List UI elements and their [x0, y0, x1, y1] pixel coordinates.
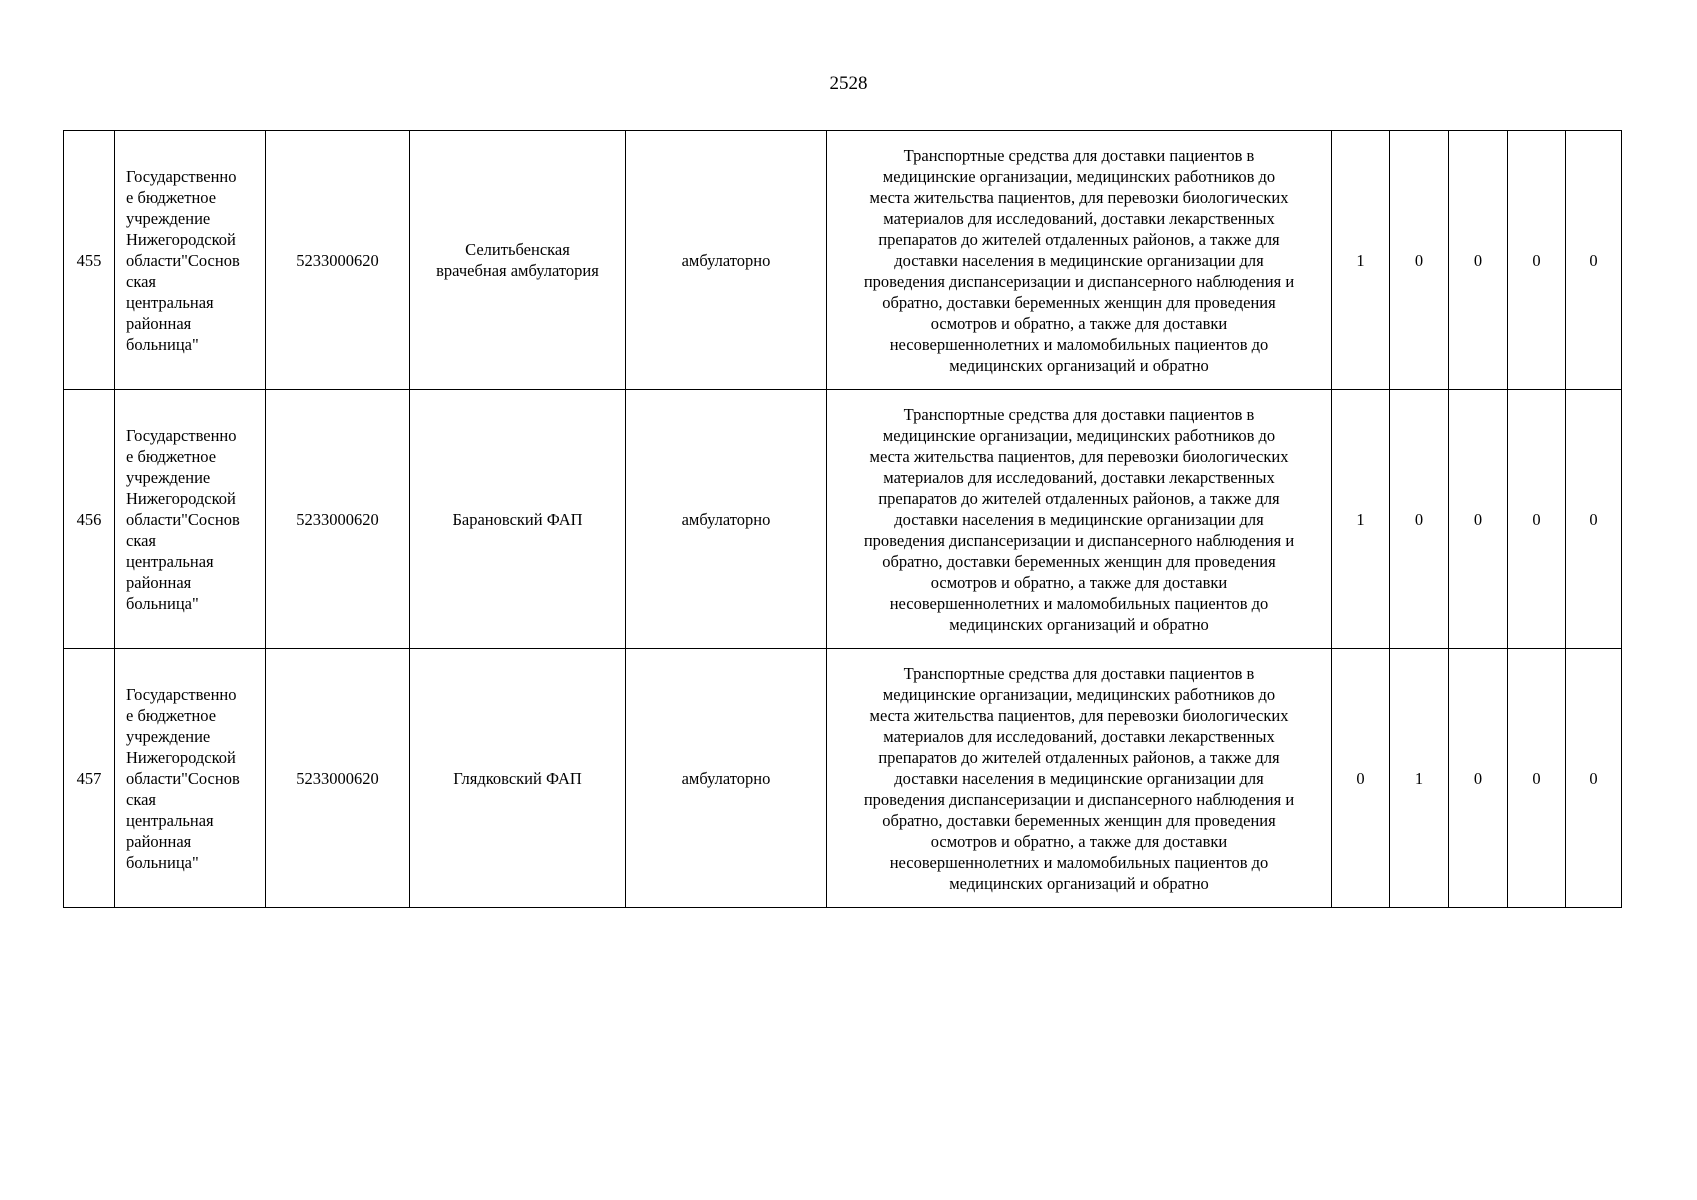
org-line: ская: [126, 530, 157, 550]
description-line: Транспортные средства для доставки пациентов в: [903, 145, 1255, 165]
description-line: медицинские организации, медицинских работников до: [882, 684, 1276, 704]
value-cell: 1: [1390, 649, 1449, 908]
value-cell: 0: [1449, 390, 1508, 649]
description-line: материалов для исследований, доставки лекарственных: [883, 208, 1275, 228]
description-line: обратно, доставки беременных женщин для проведения: [882, 292, 1276, 312]
org-line: области"Соснов: [126, 768, 240, 788]
description-line: несовершеннолетних и маломобильных пациентов до: [889, 334, 1269, 354]
org-line: ская: [126, 271, 157, 291]
description-line: осмотров и обратно, а также для доставки: [930, 572, 1228, 592]
page-number: 2528: [829, 73, 868, 94]
value-cell: 1: [1332, 390, 1390, 649]
row-number-cell: 457: [64, 649, 115, 908]
value-cell: 0: [1508, 131, 1566, 390]
facility-cell: [410, 649, 626, 908]
org-line: районная: [126, 572, 192, 592]
description-line: доставки населения в медицинские организации для: [894, 768, 1264, 788]
care-type-cell: амбулаторно: [626, 649, 827, 908]
description-line: доставки населения в медицинские организации для: [894, 509, 1264, 529]
org-line: Государственно: [126, 684, 237, 704]
value-cell: 1: [1332, 131, 1390, 390]
description-line: места жительства пациентов, для перевозки биологических: [869, 705, 1289, 725]
org-line: центральная: [126, 551, 214, 571]
description-line: осмотров и обратно, а также для доставки: [930, 831, 1228, 851]
description-line: обратно, доставки беременных женщин для проведения: [882, 551, 1276, 571]
description-line: препаратов до жителей отдаленных районов, а также для: [878, 747, 1280, 767]
description-line: медицинских организаций и обратно: [949, 355, 1209, 375]
org-line: е бюджетное: [126, 705, 217, 725]
description-line: места жительства пациентов, для перевозки биологических: [869, 187, 1289, 207]
organization-cell: [115, 390, 266, 649]
inn-cell: 5233000620: [266, 390, 410, 649]
description-line: доставки населения в медицинские организации для: [894, 250, 1264, 270]
description-line: медицинские организации, медицинских работников до: [882, 425, 1276, 445]
org-line: учреждение: [126, 726, 211, 746]
description-line: места жительства пациентов, для перевозки биологических: [869, 446, 1289, 466]
description-cell: [827, 131, 1332, 390]
facility-line: Барановский ФАП: [452, 509, 583, 529]
description-line: проведения диспансеризации и диспансерного наблюдения и: [863, 530, 1295, 550]
value-cell: 0: [1566, 390, 1622, 649]
org-line: Государственно: [126, 425, 237, 445]
org-line: районная: [126, 313, 192, 333]
org-line: Нижегородской: [126, 229, 236, 249]
facility-line: Глядковский ФАП: [453, 768, 582, 788]
org-line: е бюджетное: [126, 446, 217, 466]
value-cell: 0: [1566, 649, 1622, 908]
value-cell: 0: [1566, 131, 1622, 390]
facility-cell: [410, 390, 626, 649]
org-line: области"Соснов: [126, 250, 240, 270]
org-line: Государственно: [126, 166, 237, 186]
description-cell: [827, 649, 1332, 908]
value-cell: 0: [1390, 131, 1449, 390]
description-line: обратно, доставки беременных женщин для проведения: [882, 810, 1276, 830]
org-line: центральная: [126, 810, 214, 830]
org-line: Нижегородской: [126, 488, 236, 508]
description-line: материалов для исследований, доставки лекарственных: [883, 726, 1275, 746]
description-cell: [827, 390, 1332, 649]
description-line: несовершеннолетних и маломобильных пациентов до: [889, 852, 1269, 872]
document-table: [63, 130, 1622, 908]
value-cell: 0: [1508, 390, 1566, 649]
inn-cell: 5233000620: [266, 649, 410, 908]
org-line: больница": [126, 334, 199, 354]
description-line: препаратов до жителей отдаленных районов, а также для: [878, 229, 1280, 249]
value-cell: 0: [1332, 649, 1390, 908]
value-cell: 0: [1449, 131, 1508, 390]
value-cell: 0: [1449, 649, 1508, 908]
facility-line: врачебная амбулатория: [436, 261, 599, 280]
org-line: е бюджетное: [126, 187, 217, 207]
description-line: Транспортные средства для доставки пациентов в: [903, 663, 1255, 683]
description-line: проведения диспансеризации и диспансерного наблюдения и: [863, 789, 1295, 809]
org-line: учреждение: [126, 208, 211, 228]
org-line: учреждение: [126, 467, 211, 487]
care-type-cell: амбулаторно: [626, 131, 827, 390]
inn-cell: 5233000620: [266, 131, 410, 390]
organization-cell: [115, 649, 266, 908]
description-line: препаратов до жителей отдаленных районов, а также для: [878, 488, 1280, 508]
description-line: медицинских организаций и обратно: [949, 614, 1209, 634]
description-line: осмотров и обратно, а также для доставки: [930, 313, 1228, 333]
facility-cell: [410, 131, 626, 390]
org-line: больница": [126, 852, 199, 872]
description-line: Транспортные средства для доставки пациентов в: [903, 404, 1255, 424]
org-line: больница": [126, 593, 199, 613]
row-number-cell: 456: [64, 390, 115, 649]
description-line: материалов для исследований, доставки лекарственных: [883, 467, 1275, 487]
description-line: медицинских организаций и обратно: [949, 873, 1209, 893]
org-line: ская: [126, 789, 157, 809]
table-row: [64, 390, 1622, 649]
row-number-cell: 455: [64, 131, 115, 390]
description-line: проведения диспансеризации и диспансерного наблюдения и: [863, 271, 1295, 291]
description-line: медицинские организации, медицинских работников до: [882, 166, 1276, 186]
care-type-cell: амбулаторно: [626, 390, 827, 649]
organization-cell: [115, 131, 266, 390]
facility-line: Селитьбенская: [465, 240, 570, 259]
value-cell: 0: [1508, 649, 1566, 908]
table-row: [64, 649, 1622, 908]
org-line: районная: [126, 831, 192, 851]
description-line: несовершеннолетних и маломобильных пациентов до: [889, 593, 1269, 613]
value-cell: 0: [1390, 390, 1449, 649]
org-line: центральная: [126, 292, 214, 312]
org-line: области"Соснов: [126, 509, 240, 529]
table-row: [64, 131, 1622, 390]
org-line: Нижегородской: [126, 747, 236, 767]
